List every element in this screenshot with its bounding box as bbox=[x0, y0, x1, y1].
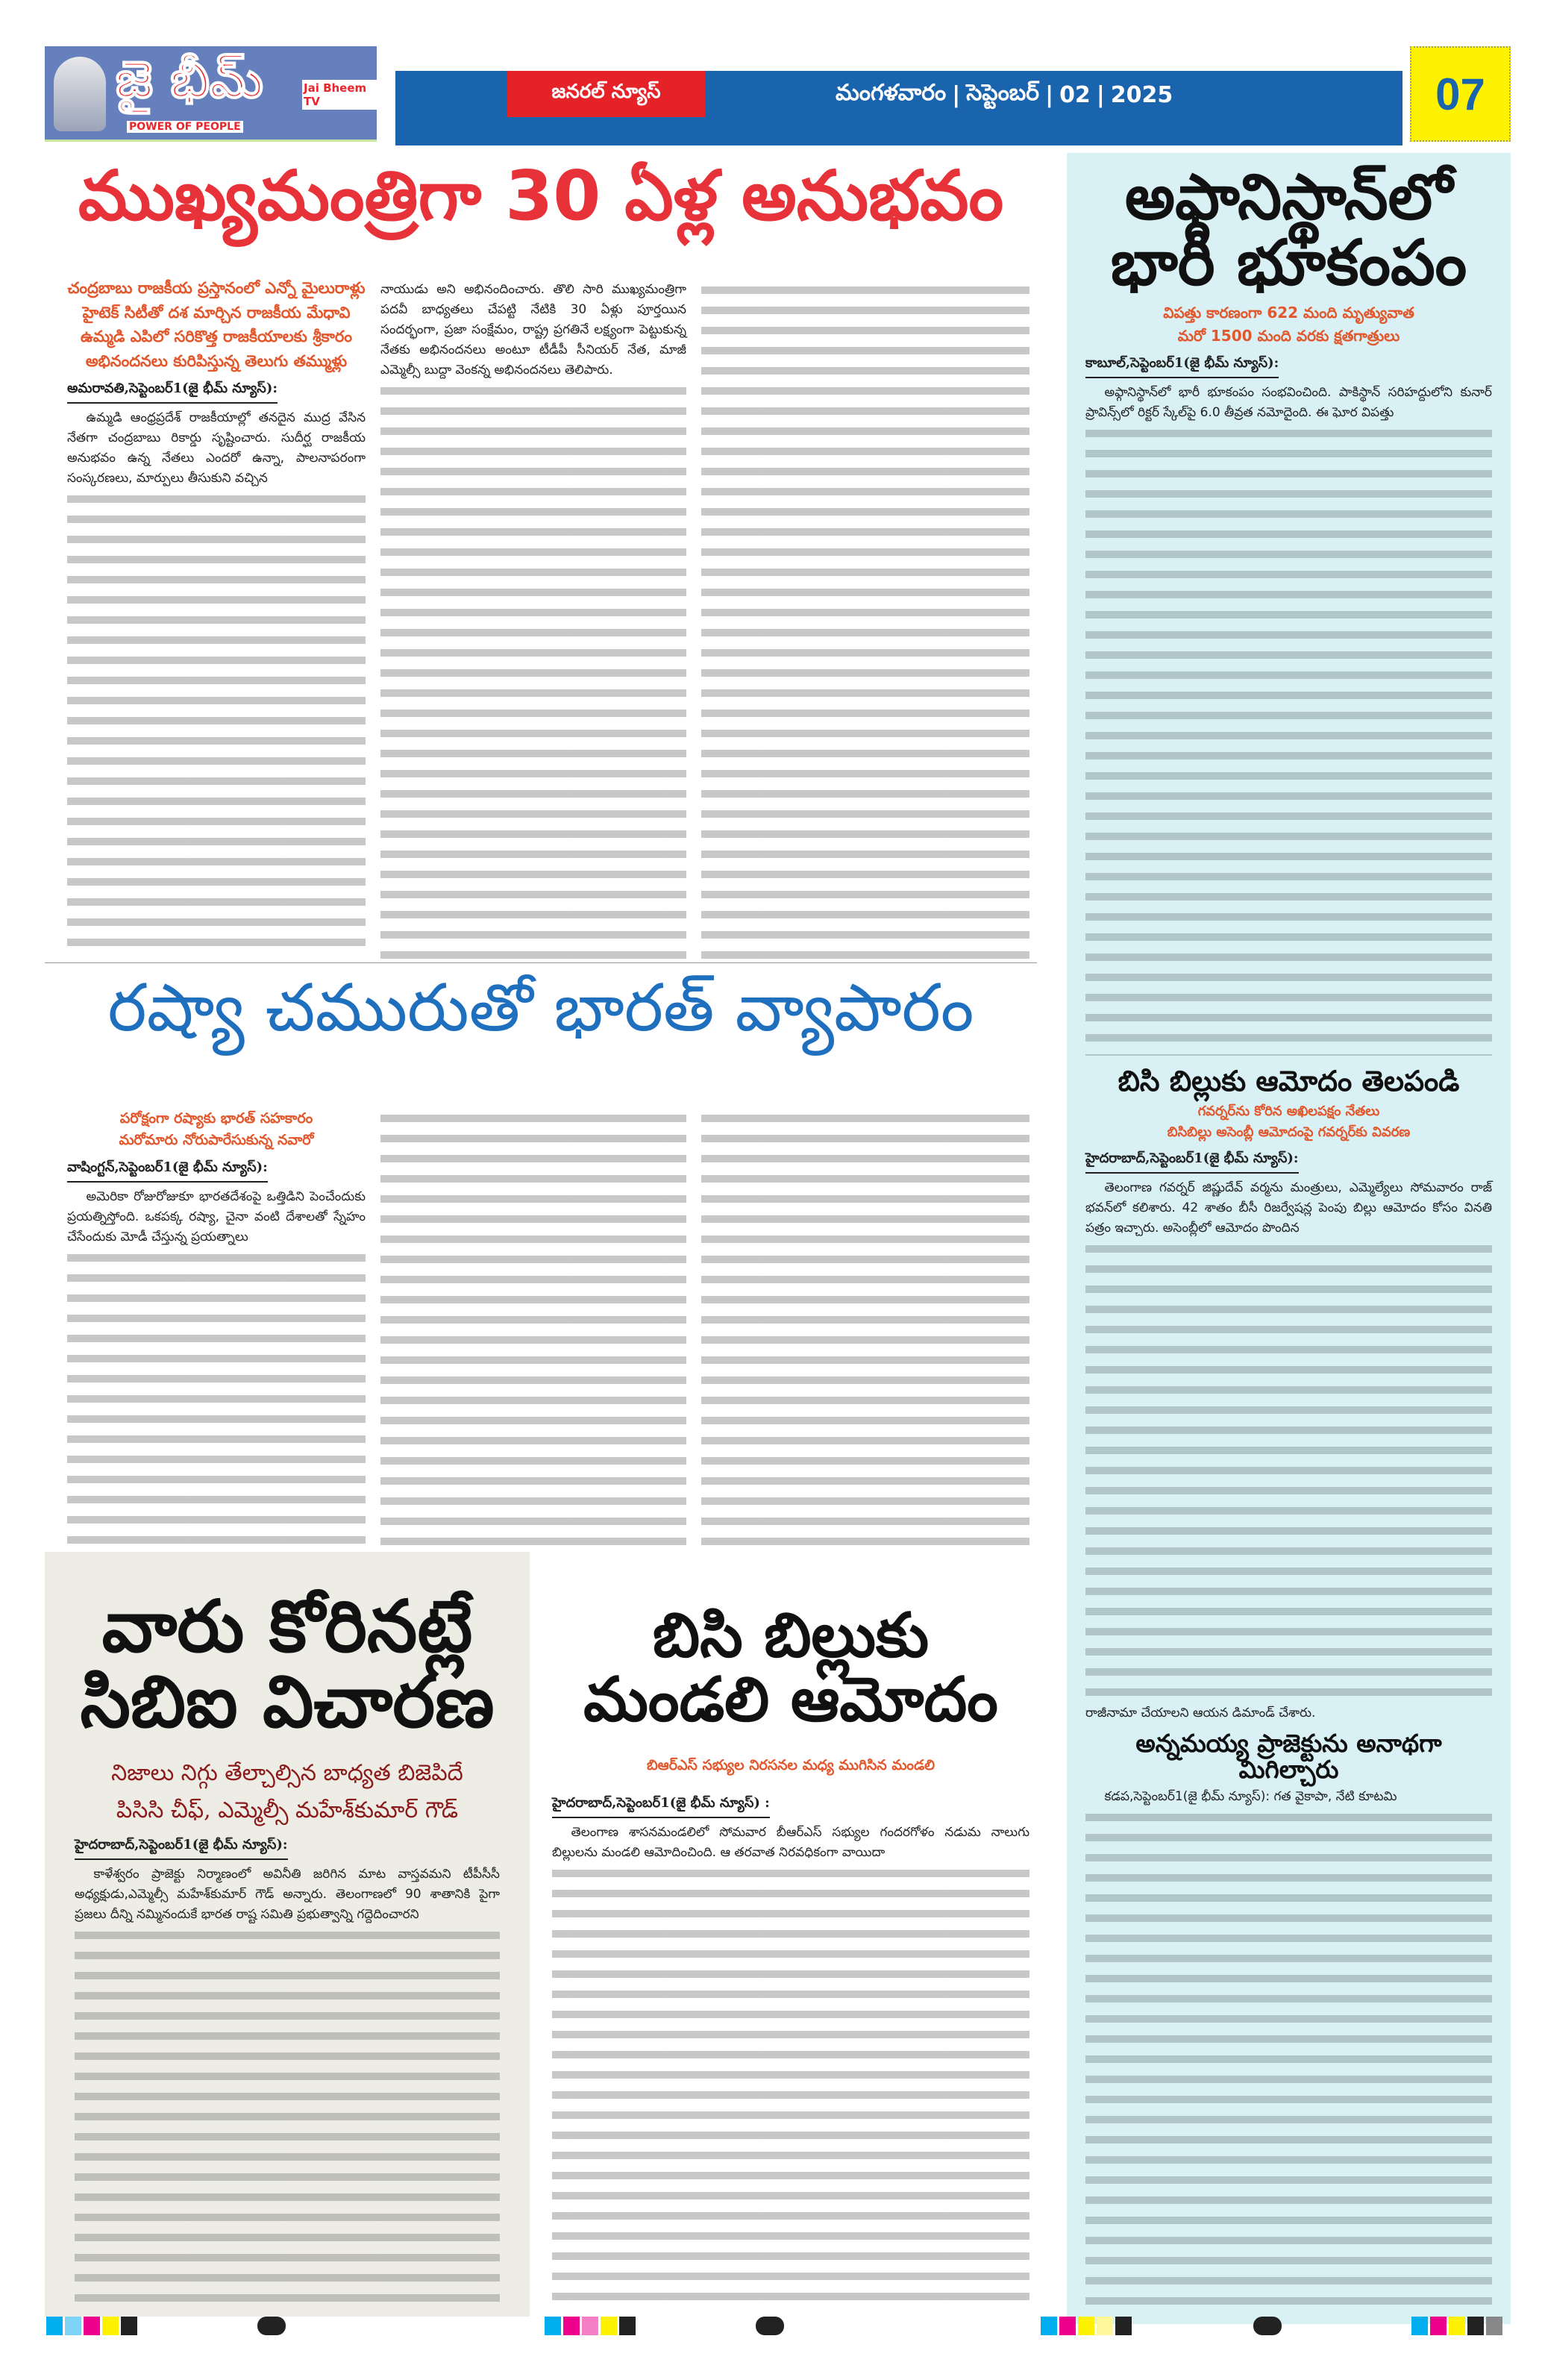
article-body: అఫ్గానిస్థాన్‌లో భారీ భూకంపం సంభవించింది. పాకిస్థాన్ సరిహద్దులోని కునార్ ప్రావిన్స్‌లో రిక్టర్ స్కేల్‌పై 6.0 తీవ్రత నమోదైంది. ఈ ఘోర విపత్తు bbox=[1085, 385, 1492, 421]
lead-headline: ముఖ్యమంత్రిగా 30 ఏళ్ల అనుభవం bbox=[78, 156, 1004, 236]
council-headline: బిసి బిల్లుకు bbox=[652, 1600, 930, 1671]
russia-col-2 bbox=[380, 1108, 686, 1548]
lead-col-1 bbox=[67, 276, 366, 959]
body-text-lines bbox=[552, 1863, 1029, 2313]
lead-col-3 bbox=[701, 280, 1029, 959]
dateline: అమరావతి,సెప్టెంబర్1(జై భీమ్ న్యూస్): bbox=[67, 381, 278, 404]
body-text-lines bbox=[701, 280, 1029, 959]
sidebar bbox=[1067, 153, 1511, 2324]
color-registration-bar bbox=[46, 2317, 137, 2335]
council-subhead: బిఆర్ఎస్ సభ్యుల నిరసనల మధ్య ముగిసిన మండలి bbox=[646, 1757, 935, 1774]
article-body-end: రాజీనామా చేయాలని ఆయన డిమాండ్ చేశారు. bbox=[1085, 1706, 1316, 1720]
article-body: కాళేశ్వరం ప్రాజెక్టు నిర్మాణంలో అవినీతి జరిగిన మాట వాస్తవమని టీపీసీసీ అధ్యక్షుడు,ఎమ్మెల్సీ మహేశ్‌కుమార్ గౌడ్ అన్నారు. తెలంగాణలో 90 శాతానికి పైగా ప్రజలు దీన్ని నమ్మినందుకే భారత రాష్ట సమితి ప్రభుత్వాన్ని గద్దెదించారని bbox=[75, 1866, 500, 1922]
afghan-subhead: మరో 1500 మంది వరకు క్షతగాత్రులు bbox=[1177, 327, 1400, 345]
edition-date: మంగళవారం | సెప్టెంబర్ | 02 | 2025 bbox=[836, 75, 1320, 116]
russia-col-1 bbox=[67, 1108, 366, 1548]
newspaper-logo bbox=[45, 46, 377, 142]
dateline: హైదరాబాద్,సెప్టెంబర్1(జై భీమ్ న్యూస్): bbox=[75, 1837, 288, 1860]
article-body: నాయుడు అని అభినందించారు. తొలి సారి ముఖ్యమంత్రిగా పదవీ బాధ్యతలు చేపట్టి నేటికి 30 ఏళ్లు పూర్తయిన సందర్భంగా, ప్రజా సంక్షేమం, రాష్ట్ర ప్రగతినే లక్ష్యంగా పెట్టుకున్న నేతకు అభినందనలు అంటూ టీడీపీ సీనియర్ నేత, మాజీ ఎమ్మెల్సీ బుద్దా వెంకన్న అభినందనలు తెలిపారు. bbox=[380, 282, 686, 378]
section-label: జనరల్ న్యూస్ bbox=[507, 71, 705, 117]
body-text-lines bbox=[67, 1247, 366, 1548]
dateline: హైదరాబాద్,సెప్టెంబర్1(జై భీమ్ న్యూస్): bbox=[1085, 1150, 1299, 1174]
registration-mark bbox=[1253, 2317, 1282, 2335]
lead-subhead: హైటెక్ సిటీతో దశ మార్చిన రాజకీయ మేధావి bbox=[82, 303, 351, 322]
dateline: కాబూల్,సెప్టెంబర్1(జై భీమ్ న్యూస్): bbox=[1085, 355, 1279, 378]
article-body: కడప,సెప్టెంబర్1(జై భీమ్ న్యూస్): గత వైకాపా, నేటి కూటమి bbox=[1104, 1789, 1397, 1805]
body-text-lines bbox=[1085, 1807, 1492, 2313]
article-body: అమెరికా రోజురోజుకూ భారతదేశంపై ఒత్తిడిని పెంచేందుకు ప్రయత్నిస్తోంది. ఒకపక్క రష్యా, చైనా వంటి దేశాలతో స్నేహం చేసేందుకు మోడీ చేస్తున్న ప్రయత్నాలు bbox=[67, 1189, 366, 1244]
day: మంగళవారం bbox=[836, 79, 947, 106]
month: సెప్టెంబర్ bbox=[966, 79, 1040, 106]
council-headline: మండలి ఆమోదం bbox=[583, 1665, 998, 1736]
body-text-lines bbox=[380, 1108, 686, 1548]
lead-subhead: చంద్రబాబు రాజకీయ ప్రస్తానంలో ఎన్నో మైలురాళ్లు bbox=[67, 279, 366, 297]
governor-headline: బిసి బిల్లుకు ఆమోదం తెలపండి bbox=[1118, 1065, 1460, 1097]
russia-subhead: మరోమారు నోరుపారేసుకున్న నవారో bbox=[119, 1132, 314, 1149]
body-text-lines bbox=[1085, 423, 1492, 1056]
divider bbox=[45, 962, 1037, 963]
tv-logo: Jai Bheem TV bbox=[302, 80, 377, 110]
afghan-headline: భారీ భూకంపం bbox=[1110, 226, 1467, 300]
cbi-subhead: పిసిసి చీఫ్, ఎమ్మెల్సీ మహేశ్‌కుమార్ గౌడ్ bbox=[116, 1797, 459, 1823]
russia-subhead: పరోక్షంగా రష్యాకు భారత్ సహకారం bbox=[119, 1110, 313, 1127]
date: 02 bbox=[1059, 82, 1091, 108]
dateline: వాషింగ్టన్,సెప్టెంబర్1(జై భీమ్ న్యూస్): bbox=[67, 1159, 268, 1183]
lead-col-2 bbox=[380, 280, 686, 959]
article-body: తెలంగాణ శాసనమండలిలో సోమవార బీఆర్ఎస్ సభ్యుల గందరగోళం నడుమ నాలుగు బిల్లులను మండలి ఆమోదించింది. ఆ తరవాత నిరవధికంగా వాయిదా bbox=[552, 1824, 1029, 1860]
registration-mark bbox=[756, 2317, 784, 2335]
color-registration-bar bbox=[1411, 2317, 1502, 2335]
body-text-lines bbox=[1085, 1238, 1492, 1703]
afghan-headline: అఫ్గానిస్థాన్‌లో bbox=[1124, 160, 1453, 234]
body-text-lines bbox=[75, 1925, 500, 2305]
cbi-story-box bbox=[45, 1552, 530, 2317]
ambedkar-portrait bbox=[54, 57, 106, 131]
russia-headline: రష్యా చమురుతో భారత్ వ్యాపారం bbox=[107, 969, 974, 1046]
dateline: హైదరాబాద్,సెప్టెంబర్1(జై భీమ్ న్యూస్) : bbox=[552, 1795, 770, 1818]
cbi-headline: సిబిఐ విచారణ bbox=[80, 1659, 495, 1744]
color-registration-bar bbox=[545, 2317, 636, 2335]
logo-title: జై భీమ్ bbox=[116, 51, 263, 110]
body-text-lines bbox=[701, 1108, 1029, 1548]
color-registration-bar bbox=[1041, 2317, 1132, 2335]
governor-subhead: బిసిబిల్లు అసెంబ్లీ ఆమోదంపై గవర్నర్‌కు వివరణ bbox=[1167, 1124, 1411, 1140]
cbi-headline: వారు కోరినట్లే bbox=[101, 1585, 473, 1668]
council-story bbox=[552, 1600, 1029, 2313]
body-text-lines bbox=[67, 489, 366, 959]
russia-col-3 bbox=[701, 1108, 1029, 1548]
cbi-subhead: నిజాలు నిగ్గు తేల్చాల్సిన బాధ్యత బిజెపిదే bbox=[111, 1759, 463, 1786]
governor-subhead: గవర్నర్‌ను కోరిన అఖిలపక్షం నేతలు bbox=[1197, 1103, 1380, 1119]
year: 2025 bbox=[1110, 82, 1173, 108]
registration-mark bbox=[257, 2317, 286, 2335]
body-text-lines bbox=[380, 381, 686, 959]
article-body: తెలంగాణ గవర్నర్ జిష్ణుదేవ్ వర్మను మంత్రులు, ఎమ్మెల్యేలు సోమవారం రాజ్ భవన్‌లో కలిశారు. 42 శాతం బీసీ రిజర్వేషన్ల పెంపు బిల్లు ఆమోదం కోసం వినతి పత్రం ఇచ్చారు. అసెంబ్లీలో ఆమోదం పొందిన bbox=[1085, 1180, 1492, 1236]
annamayya-headline: అన్నమయ్య ప్రాజెక్టును అనాథగా మిగిల్చారు bbox=[1135, 1729, 1442, 1784]
lead-subhead: ఉమ్మడి ఎపిలో సరికొత్త రాజకీయాలకు శ్రీకారం bbox=[80, 328, 352, 346]
afghan-subhead: విపత్తు కారణంగా 622 మంది మృత్యువాత bbox=[1163, 304, 1414, 322]
article-body: ఉమ్మడి ఆంధ్రప్రదేశ్ రాజకీయాల్లో తనదైన ముద్ర వేసిన నేతగా చంద్రబాబు రికార్డు సృష్టించారు. సుదీర్ఘ రాజకీయ అనుభవం ఉన్న నేతలు ఎందరో ఉన్నా, పాలనాపరంగా సంస్కరణలు, మార్పులు తీసుకుని వచ్చిన bbox=[67, 410, 366, 486]
lead-subhead: అభినందనలు కురిపిస్తున్న తెలుగు తమ్ముళ్లు bbox=[85, 351, 348, 370]
page-number: 07 bbox=[1410, 46, 1511, 142]
logo-tagline: POWER OF PEOPLE bbox=[127, 121, 243, 133]
